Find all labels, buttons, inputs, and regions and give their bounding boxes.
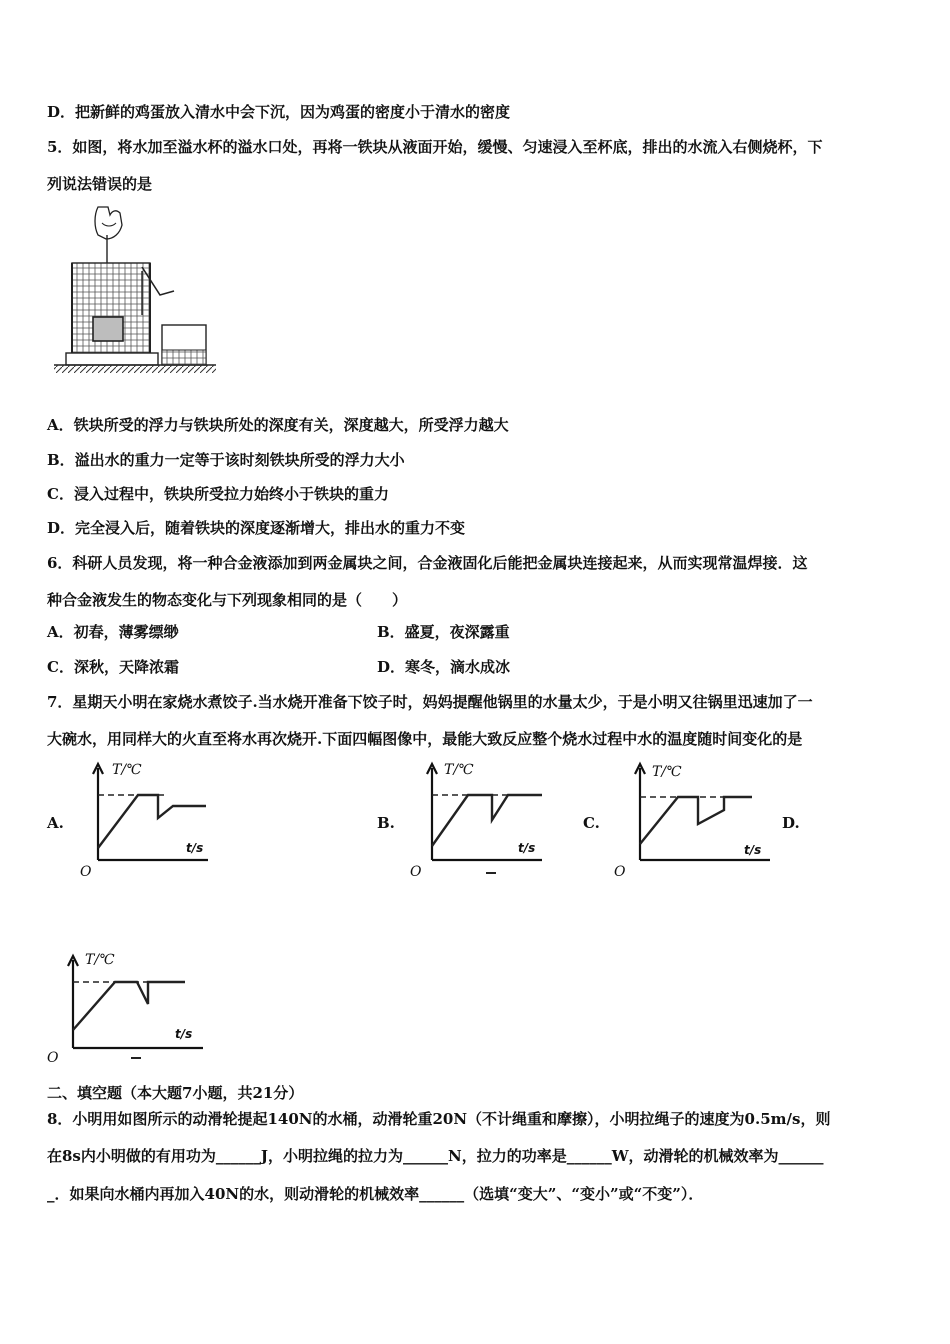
- q5-stem-line2: 列说法错误的是: [47, 175, 153, 193]
- q7-label-b: B.: [377, 814, 395, 832]
- graph-a-y-label: T/℃: [112, 762, 142, 778]
- graph-c-x-label: t/s: [744, 843, 762, 857]
- section2-title: 二、填空题（本大题7小题，共21分）: [47, 1084, 304, 1102]
- graph-b-x-label: t/s: [518, 841, 536, 855]
- q5-option-a: A．铁块所受的浮力与铁块所处的深度有关，深度越大，所受浮力越大: [47, 416, 509, 434]
- overflow-cup-figure: [50, 205, 220, 385]
- q6-option-a: A．初春，薄雾缥缈: [47, 623, 179, 641]
- graph-c-origin: O: [614, 864, 626, 880]
- graph-d-origin: O: [47, 1050, 59, 1066]
- q8-line2: 在8s内小明做的有用功为______J，小明拉绳的拉力为______N，拉力的功率是______W，动滑轮的机械效率为______: [47, 1147, 824, 1165]
- graph-c: [612, 760, 772, 885]
- q7-stem-line1: 7．星期天小明在家烧水煮饺子.当水烧开准备下饺子时，妈妈提醒他锅里的水量太少，于是小明又往锅里迅速加了一: [47, 693, 813, 711]
- q6-option-d: D．寒冬，滴水成冰: [377, 658, 511, 676]
- q7-label-a: A.: [47, 814, 64, 832]
- graph-b-y-label: T/℃: [444, 762, 474, 778]
- graph-b-origin: O: [410, 864, 422, 880]
- q8-line3: _．如果向水桶内再加入40N的水，则动滑轮的机械效率______（选填“变大”、“变小”或“不变”）．: [47, 1185, 704, 1203]
- graph-c-y-label: T/℃: [652, 764, 682, 780]
- q7-label-c: C.: [583, 814, 600, 832]
- q5-stem-line1: 5．如图，将水加至溢水杯的溢水口处，再将一铁块从液面开始，缓慢、匀速浸入至杯底，排出的水流入右侧烧杯，下: [47, 138, 823, 156]
- graph-d-x-label: t/s: [175, 1027, 193, 1041]
- q5-option-c: C．浸入过程中，铁块所受拉力始终小于铁块的重力: [47, 485, 389, 503]
- q6-option-c: C．深秋，天降浓霜: [47, 658, 179, 676]
- q6-stem-line2: 种合金液发生的物态变化与下列现象相同的是（ ）: [47, 591, 408, 609]
- q7-stem-line2: 大碗水，用同样大的火直至将水再次烧开.下面四幅图像中，最能大致反应整个烧水过程中水的温度随时间变化的是: [47, 730, 803, 748]
- graph-a-origin: O: [80, 864, 92, 880]
- q5-option-b: B．溢出水的重力一定等于该时刻铁块所受的浮力大小: [47, 451, 405, 469]
- q6-option-b: B．盛夏，夜深露重: [377, 623, 510, 641]
- q6-stem-line1: 6．科研人员发现，将一种合金液添加到两金属块之间，合金液固化后能把金属块连接起来，从而实现常温焊接．这: [47, 554, 808, 572]
- graph-d: [45, 952, 205, 1072]
- graph-a: [78, 760, 213, 880]
- q4-option-d: D．把新鲜的鸡蛋放入清水中会下沉，因为鸡蛋的密度小于清水的密度: [47, 103, 511, 121]
- graph-a-x-label: t/s: [186, 841, 204, 855]
- q5-option-d: D．完全浸入后，随着铁块的深度逐渐增大，排出水的重力不变: [47, 519, 466, 537]
- q8-line1: 8．小明用如图所示的动滑轮提起140N的水桶，动滑轮重20N（不计绳重和摩擦），小明拉绳子的速度为0.5m/s，则: [47, 1110, 831, 1128]
- q7-label-d: D.: [782, 814, 800, 832]
- graph-d-y-label: T/℃: [85, 952, 115, 968]
- graph-b: [408, 760, 548, 885]
